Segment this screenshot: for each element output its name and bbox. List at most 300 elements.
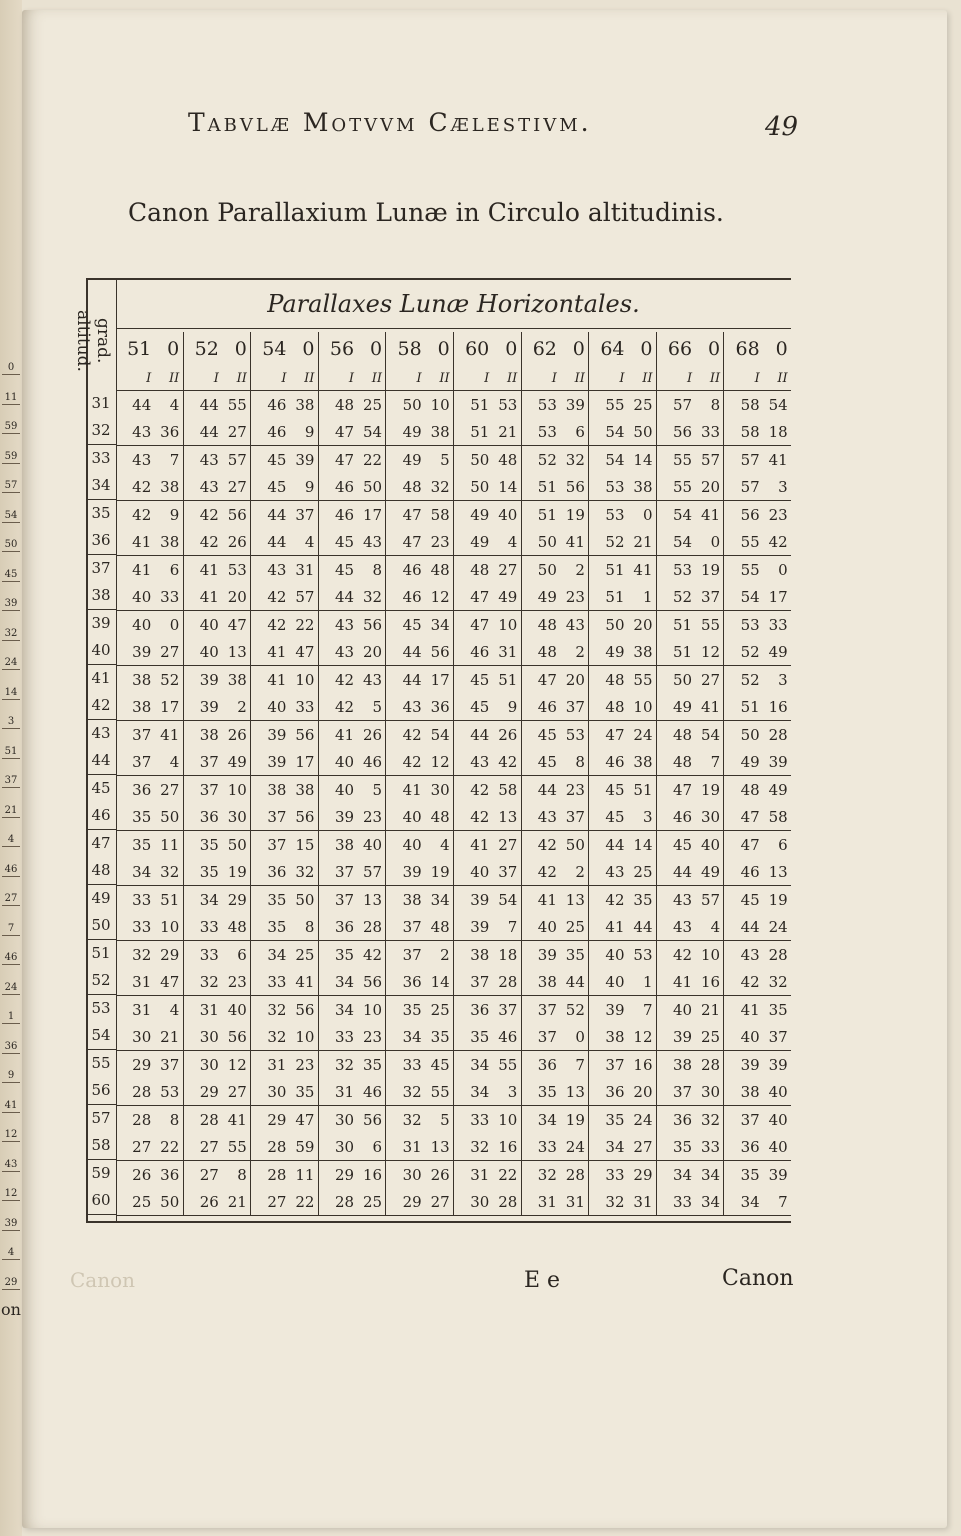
cell-seconds: 5 bbox=[372, 697, 383, 716]
header-degrees: 58 bbox=[397, 338, 422, 360]
header-minutes: 0 bbox=[572, 338, 585, 360]
header-minutes: 0 bbox=[640, 338, 653, 360]
cell-seconds: 39 bbox=[768, 1165, 788, 1184]
cell-seconds: 25 bbox=[633, 395, 653, 414]
cell-seconds: 47 bbox=[227, 615, 247, 634]
cell-seconds: 10 bbox=[633, 697, 653, 716]
cell-minutes: 29 bbox=[132, 1055, 152, 1074]
cell-seconds: 4 bbox=[169, 752, 180, 771]
parallax-cell bbox=[183, 583, 251, 611]
cell-seconds: 0 bbox=[778, 560, 788, 579]
cell-seconds: 25 bbox=[362, 1192, 383, 1211]
cell-minutes: 57 bbox=[740, 450, 760, 469]
cell-seconds: 14 bbox=[430, 972, 450, 991]
parallax-cell bbox=[183, 913, 251, 941]
header-degrees: 64 bbox=[600, 338, 625, 360]
parallax-cell bbox=[656, 858, 724, 886]
parallax-cell bbox=[724, 748, 791, 776]
unit-minutes: I bbox=[416, 370, 422, 386]
cell-minutes: 53 bbox=[605, 505, 625, 524]
cell-minutes: 31 bbox=[132, 972, 152, 991]
parallax-cell bbox=[318, 1078, 386, 1106]
altitude-label: 36 bbox=[86, 527, 116, 555]
cell-minutes: 45 bbox=[740, 890, 760, 909]
cell-seconds: 26 bbox=[498, 725, 518, 744]
cell-seconds: 57 bbox=[701, 890, 721, 909]
cell-minutes: 40 bbox=[470, 862, 490, 881]
parallax-cell bbox=[318, 1106, 386, 1134]
header-minutes: 0 bbox=[369, 338, 383, 360]
cell-minutes: 39 bbox=[267, 752, 287, 771]
table-row bbox=[116, 446, 791, 474]
unit-seconds: II bbox=[304, 370, 315, 386]
parallax-cell bbox=[183, 1188, 251, 1216]
cell-minutes: 51 bbox=[740, 697, 760, 716]
gutter-number: 24 bbox=[2, 982, 20, 995]
altitude-label: 51 bbox=[91, 944, 111, 962]
cell-minutes: 28 bbox=[334, 1192, 355, 1211]
cell-minutes: 47 bbox=[334, 450, 355, 469]
gutter-number: 37 bbox=[2, 775, 20, 788]
parallax-cell bbox=[386, 666, 454, 694]
cell-seconds: 17 bbox=[430, 670, 450, 689]
cell-minutes: 49 bbox=[537, 587, 557, 606]
unit-minutes: I bbox=[754, 370, 760, 386]
parallax-cell bbox=[656, 913, 724, 941]
cell-minutes: 50 bbox=[402, 395, 422, 414]
cell-minutes: 40 bbox=[402, 807, 422, 826]
parallax-cell bbox=[656, 748, 724, 776]
parallax-cell bbox=[318, 968, 386, 996]
parallax-cell bbox=[453, 473, 521, 501]
parallax-cell bbox=[453, 886, 521, 914]
unit-minutes: I bbox=[619, 370, 625, 386]
cell-minutes: 41 bbox=[267, 670, 287, 689]
parallax-cell bbox=[724, 776, 791, 804]
cell-seconds: 50 bbox=[160, 807, 180, 826]
cell-minutes: 42 bbox=[267, 615, 287, 634]
cell-minutes: 44 bbox=[199, 422, 219, 441]
cell-seconds: 12 bbox=[430, 752, 450, 771]
cell-seconds: 24 bbox=[768, 917, 788, 936]
table-row bbox=[116, 831, 791, 859]
parallax-cell bbox=[318, 1161, 386, 1189]
cell-minutes: 35 bbox=[402, 1000, 422, 1019]
cell-seconds: 38 bbox=[633, 752, 653, 771]
parallax-cell bbox=[386, 1133, 454, 1161]
parallax-cell bbox=[183, 941, 251, 969]
cell-seconds: 56 bbox=[227, 1027, 247, 1046]
parallax-cell bbox=[251, 1133, 319, 1161]
cell-seconds: 13 bbox=[565, 1082, 585, 1101]
cell-minutes: 33 bbox=[267, 972, 287, 991]
cell-minutes: 43 bbox=[673, 890, 693, 909]
cell-minutes: 34 bbox=[470, 1055, 490, 1074]
cell-minutes: 45 bbox=[267, 450, 287, 469]
cell-minutes: 44 bbox=[402, 642, 422, 661]
gutter-number: 29 bbox=[2, 1277, 20, 1290]
cell-minutes: 52 bbox=[673, 587, 693, 606]
cell-seconds: 54 bbox=[430, 725, 450, 744]
cell-minutes: 33 bbox=[470, 1110, 490, 1129]
parallax-cell bbox=[656, 418, 724, 446]
parallax-cell bbox=[318, 1023, 386, 1051]
parallax-cell bbox=[521, 418, 589, 446]
cell-seconds: 43 bbox=[362, 670, 383, 689]
parallax-cell bbox=[386, 1051, 454, 1079]
cell-minutes: 50 bbox=[605, 615, 625, 634]
cell-minutes: 43 bbox=[402, 697, 422, 716]
parallax-cell bbox=[521, 556, 589, 584]
parallax-cell bbox=[453, 666, 521, 694]
cell-minutes: 51 bbox=[470, 395, 490, 414]
cell-minutes: 31 bbox=[402, 1137, 422, 1156]
header-minutes: 0 bbox=[302, 338, 315, 360]
cell-seconds: 58 bbox=[430, 505, 450, 524]
parallax-cell bbox=[386, 858, 454, 886]
parallax-cell bbox=[116, 1188, 183, 1216]
parallax-cell bbox=[656, 941, 724, 969]
parallax-cell bbox=[589, 1078, 657, 1106]
column-header bbox=[386, 332, 454, 366]
cell-minutes: 45 bbox=[267, 477, 287, 496]
altitude-column-label: grad. altitud. bbox=[73, 310, 113, 372]
parallax-cell bbox=[453, 721, 521, 749]
cell-minutes: 31 bbox=[470, 1165, 490, 1184]
cell-seconds: 24 bbox=[565, 1137, 585, 1156]
parallax-cell bbox=[521, 583, 589, 611]
cell-seconds: 30 bbox=[701, 1082, 721, 1101]
altitude-label: 44 bbox=[86, 747, 116, 775]
header-minutes: 0 bbox=[234, 338, 247, 360]
parallax-cell bbox=[318, 1051, 386, 1079]
cell-minutes: 54 bbox=[740, 587, 760, 606]
cell-seconds: 20 bbox=[565, 670, 585, 689]
cell-minutes: 32 bbox=[334, 1055, 355, 1074]
cell-minutes: 46 bbox=[605, 752, 625, 771]
parallax-cell bbox=[251, 968, 319, 996]
gutter-number: 59 bbox=[2, 421, 20, 434]
cell-seconds: 10 bbox=[498, 615, 518, 634]
cell-minutes: 40 bbox=[199, 642, 219, 661]
table-row bbox=[116, 1188, 791, 1216]
cell-minutes: 39 bbox=[199, 670, 219, 689]
cell-minutes: 41 bbox=[132, 560, 152, 579]
cell-minutes: 55 bbox=[673, 477, 693, 496]
parallax-cell bbox=[116, 803, 183, 831]
parallax-cell bbox=[183, 748, 251, 776]
cell-minutes: 30 bbox=[402, 1165, 422, 1184]
gutter-number: 59 bbox=[2, 451, 20, 464]
cell-minutes: 43 bbox=[334, 615, 355, 634]
cell-minutes: 31 bbox=[199, 1000, 219, 1019]
cell-seconds: 13 bbox=[768, 862, 788, 881]
parallax-cell bbox=[724, 583, 791, 611]
parallax-cell bbox=[183, 638, 251, 666]
cell-minutes: 27 bbox=[267, 1192, 287, 1211]
cell-minutes: 46 bbox=[537, 697, 557, 716]
cell-minutes: 47 bbox=[740, 835, 760, 854]
parallax-cell bbox=[251, 1161, 319, 1189]
gutter-number: 12 bbox=[2, 1188, 20, 1201]
cell-minutes: 37 bbox=[740, 1110, 760, 1129]
unit-seconds: II bbox=[439, 370, 450, 386]
cell-minutes: 42 bbox=[537, 862, 557, 881]
parallax-cell bbox=[251, 556, 319, 584]
cell-seconds: 29 bbox=[633, 1165, 653, 1184]
cell-minutes: 44 bbox=[267, 532, 287, 551]
cell-minutes: 35 bbox=[132, 807, 152, 826]
parallax-cell bbox=[521, 831, 589, 859]
cell-minutes: 57 bbox=[740, 477, 760, 496]
cell-minutes: 37 bbox=[199, 752, 219, 771]
cell-minutes: 40 bbox=[673, 1000, 693, 1019]
cell-seconds: 27 bbox=[498, 560, 518, 579]
gutter-number: 46 bbox=[2, 864, 20, 877]
cell-seconds: 27 bbox=[227, 477, 247, 496]
cell-minutes: 35 bbox=[740, 1165, 760, 1184]
cell-minutes: 32 bbox=[605, 1192, 625, 1211]
cell-minutes: 36 bbox=[132, 780, 152, 799]
cell-seconds: 31 bbox=[498, 642, 518, 661]
cell-seconds: 50 bbox=[227, 835, 247, 854]
parallax-cell bbox=[724, 941, 791, 969]
cell-seconds: 29 bbox=[160, 945, 180, 964]
cell-seconds: 23 bbox=[565, 587, 585, 606]
cell-minutes: 48 bbox=[334, 395, 355, 414]
altitude-label: 40 bbox=[86, 637, 116, 665]
cell-minutes: 40 bbox=[402, 835, 422, 854]
parallax-cell bbox=[116, 638, 183, 666]
parallax-cell bbox=[724, 666, 791, 694]
cell-minutes: 41 bbox=[470, 835, 490, 854]
cell-minutes: 58 bbox=[740, 395, 760, 414]
parallax-cell bbox=[116, 968, 183, 996]
parallax-cell bbox=[521, 1078, 589, 1106]
header-minutes: 0 bbox=[505, 338, 518, 360]
cell-minutes: 44 bbox=[199, 395, 219, 414]
cell-minutes: 37 bbox=[537, 1027, 557, 1046]
cell-minutes: 54 bbox=[605, 422, 625, 441]
table-subtitle: Parallaxes Lunæ Horizontales. bbox=[116, 280, 791, 329]
cell-minutes: 34 bbox=[470, 1082, 490, 1101]
cell-seconds: 5 bbox=[440, 1110, 450, 1129]
cell-minutes: 40 bbox=[334, 780, 355, 799]
unit-cell bbox=[251, 366, 319, 391]
unit-minutes: I bbox=[686, 370, 693, 386]
cell-seconds: 2 bbox=[575, 560, 585, 579]
parallax-cell bbox=[251, 583, 319, 611]
parallax-cell bbox=[251, 913, 319, 941]
altitude-label: 49 bbox=[91, 889, 111, 907]
parallax-cell bbox=[589, 1106, 657, 1134]
cell-seconds: 35 bbox=[768, 1000, 788, 1019]
cell-seconds: 4 bbox=[507, 532, 518, 551]
cell-seconds: 25 bbox=[565, 917, 585, 936]
parallax-cell bbox=[724, 858, 791, 886]
cell-minutes: 39 bbox=[199, 697, 219, 716]
parallax-cell bbox=[386, 886, 454, 914]
cell-minutes: 40 bbox=[132, 615, 152, 634]
parallax-cell bbox=[656, 473, 724, 501]
cell-seconds: 0 bbox=[169, 615, 180, 634]
cell-minutes: 44 bbox=[605, 835, 625, 854]
cell-seconds: 42 bbox=[498, 752, 518, 771]
cell-minutes: 34 bbox=[402, 1027, 422, 1046]
parallax-cell bbox=[656, 666, 724, 694]
cell-minutes: 43 bbox=[537, 807, 557, 826]
cell-seconds: 41 bbox=[565, 532, 585, 551]
altitude-label: 32 bbox=[86, 417, 116, 445]
cell-minutes: 45 bbox=[605, 807, 625, 826]
cell-minutes: 37 bbox=[132, 725, 152, 744]
parallax-cell bbox=[251, 803, 319, 831]
cell-seconds: 19 bbox=[565, 1110, 585, 1129]
cell-seconds: 9 bbox=[507, 697, 518, 716]
cell-minutes: 29 bbox=[402, 1192, 422, 1211]
cell-seconds: 8 bbox=[169, 1110, 180, 1129]
cell-minutes: 46 bbox=[470, 642, 490, 661]
parallax-cell bbox=[318, 941, 386, 969]
cell-seconds: 7 bbox=[575, 1055, 585, 1074]
parallax-cell bbox=[453, 418, 521, 446]
cell-minutes: 32 bbox=[470, 1137, 490, 1156]
cell-seconds: 58 bbox=[498, 780, 518, 799]
cell-seconds: 21 bbox=[498, 422, 518, 441]
cell-minutes: 48 bbox=[537, 615, 557, 634]
cell-seconds: 53 bbox=[565, 725, 585, 744]
parallax-cell bbox=[453, 941, 521, 969]
altitude-label: 60 bbox=[86, 1187, 116, 1215]
cell-seconds: 12 bbox=[227, 1055, 247, 1074]
cell-minutes: 40 bbox=[132, 587, 152, 606]
gutter-number: 3 bbox=[2, 716, 20, 729]
parallax-cell bbox=[251, 528, 319, 556]
table-row bbox=[116, 1078, 791, 1106]
cell-minutes: 34 bbox=[740, 1192, 760, 1211]
cell-minutes: 36 bbox=[740, 1137, 760, 1156]
cell-seconds: 56 bbox=[295, 807, 315, 826]
parallax-cell bbox=[318, 501, 386, 529]
cell-seconds: 38 bbox=[633, 477, 653, 496]
parallax-cell bbox=[183, 1161, 251, 1189]
parallax-cell bbox=[453, 831, 521, 859]
parallax-cell bbox=[589, 721, 657, 749]
cell-minutes: 52 bbox=[740, 642, 760, 661]
parallax-cell bbox=[318, 528, 386, 556]
parallax-cell bbox=[251, 611, 319, 639]
unit-seconds: II bbox=[507, 370, 518, 386]
cell-minutes: 44 bbox=[740, 917, 760, 936]
cell-minutes: 31 bbox=[537, 1192, 557, 1211]
parallax-cell bbox=[656, 1106, 724, 1134]
parallax-cell bbox=[251, 1188, 319, 1216]
cell-seconds: 3 bbox=[507, 1082, 518, 1101]
cell-seconds: 11 bbox=[160, 835, 180, 854]
cell-minutes: 29 bbox=[334, 1165, 355, 1184]
parallax-cell bbox=[386, 748, 454, 776]
cell-seconds: 19 bbox=[768, 890, 788, 909]
altitude-label: 55 bbox=[91, 1054, 111, 1072]
cell-minutes: 34 bbox=[673, 1165, 693, 1184]
cell-seconds: 32 bbox=[362, 587, 383, 606]
altitude-label: 45 bbox=[91, 779, 111, 797]
cell-minutes: 51 bbox=[673, 642, 693, 661]
altitude-label: 41 bbox=[91, 669, 111, 687]
cell-seconds: 36 bbox=[160, 422, 180, 441]
cell-seconds: 32 bbox=[768, 972, 788, 991]
cell-minutes: 45 bbox=[402, 615, 422, 634]
parallax-cell bbox=[116, 1023, 183, 1051]
cell-seconds: 32 bbox=[160, 862, 180, 881]
altitude-label: 37 bbox=[91, 559, 111, 577]
cell-minutes: 48 bbox=[605, 670, 625, 689]
table-row bbox=[116, 1023, 791, 1051]
cell-minutes: 45 bbox=[334, 532, 355, 551]
cell-seconds: 23 bbox=[430, 532, 450, 551]
cell-minutes: 39 bbox=[267, 725, 287, 744]
unit-minutes: I bbox=[484, 370, 490, 386]
parallax-cell bbox=[589, 941, 657, 969]
cell-seconds: 47 bbox=[295, 642, 315, 661]
parallax-cell bbox=[251, 418, 319, 446]
cell-seconds: 52 bbox=[565, 1000, 585, 1019]
cell-seconds: 54 bbox=[768, 395, 788, 414]
cell-seconds: 21 bbox=[160, 1027, 180, 1046]
cell-seconds: 35 bbox=[295, 1082, 315, 1101]
cell-seconds: 27 bbox=[701, 670, 721, 689]
cell-minutes: 33 bbox=[673, 1192, 693, 1211]
parallax-cell bbox=[116, 1133, 183, 1161]
cell-seconds: 50 bbox=[160, 1192, 180, 1211]
unit-cell bbox=[386, 366, 454, 391]
parallax-cell bbox=[116, 721, 183, 749]
gutter-number: 32 bbox=[2, 628, 20, 641]
parallax-cell bbox=[724, 1106, 791, 1134]
parallax-cell bbox=[724, 473, 791, 501]
cell-minutes: 55 bbox=[740, 560, 760, 579]
parallax-cell bbox=[724, 446, 791, 474]
cell-seconds: 48 bbox=[430, 560, 450, 579]
parallax-cell bbox=[521, 473, 589, 501]
parallax-cell bbox=[251, 941, 319, 969]
cell-minutes: 44 bbox=[132, 395, 152, 414]
gutter-number: 39 bbox=[2, 1218, 20, 1231]
unit-seconds: II bbox=[168, 370, 180, 386]
parallax-cell bbox=[589, 583, 657, 611]
parallax-cell bbox=[183, 418, 251, 446]
cell-seconds: 0 bbox=[710, 532, 721, 551]
cell-seconds: 7 bbox=[507, 917, 518, 936]
cell-seconds: 19 bbox=[701, 780, 721, 799]
cell-seconds: 28 bbox=[565, 1165, 585, 1184]
cell-seconds: 26 bbox=[430, 1165, 450, 1184]
parallax-cell bbox=[251, 776, 319, 804]
table-row bbox=[116, 996, 791, 1024]
unit-cell bbox=[724, 366, 791, 391]
parallax-cell bbox=[656, 1078, 724, 1106]
cell-minutes: 38 bbox=[402, 890, 422, 909]
cell-minutes: 41 bbox=[605, 917, 625, 936]
cell-seconds: 13 bbox=[227, 642, 247, 661]
gutter-number: 9 bbox=[2, 1070, 20, 1083]
cell-seconds: 10 bbox=[295, 1027, 315, 1046]
cell-minutes: 43 bbox=[740, 945, 760, 964]
cell-minutes: 41 bbox=[673, 972, 693, 991]
cell-seconds: 55 bbox=[227, 1137, 247, 1156]
cell-seconds: 36 bbox=[430, 697, 450, 716]
parallax-cell bbox=[589, 693, 657, 721]
